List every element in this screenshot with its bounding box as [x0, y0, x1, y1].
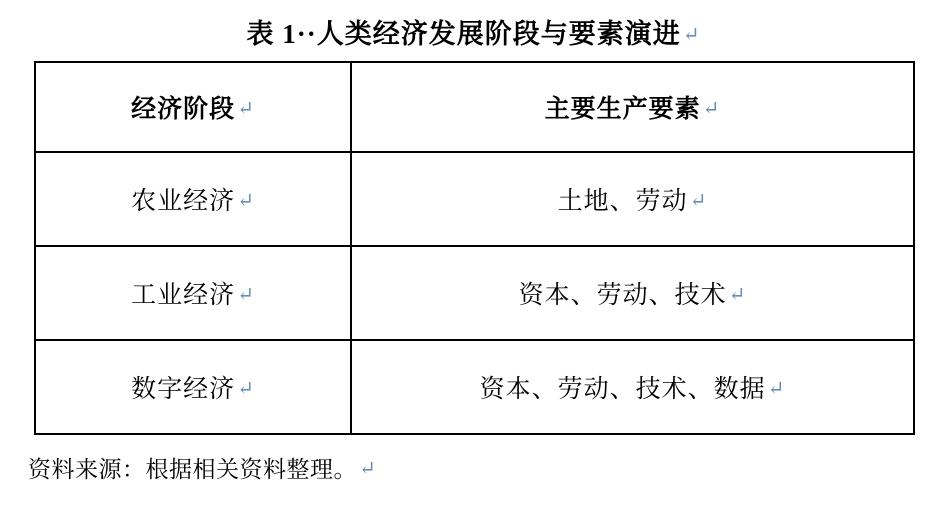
- table-cell-factors: [351, 246, 914, 340]
- pilcrow-mark: ↵: [237, 190, 255, 212]
- table-cell-stage-text: 工业经济: [131, 282, 236, 309]
- table-header-cell-factors: [351, 62, 914, 152]
- table-header-cell-stage: [35, 62, 351, 152]
- source-note: [28, 451, 947, 484]
- pilcrow-mark: ↵: [728, 284, 747, 306]
- table-row: [35, 152, 914, 246]
- pilcrow-mark: ↵: [237, 98, 255, 120]
- table-header-row: [35, 62, 914, 152]
- table-cell-stage: [35, 340, 351, 434]
- table-row: [35, 246, 914, 340]
- table-cell-factors-text: 土地、劳动: [557, 188, 688, 215]
- table-cell-stage: [35, 246, 351, 340]
- table-header-stage-text: 经济阶段: [131, 96, 236, 123]
- pilcrow-mark: ↵: [237, 284, 255, 306]
- table-cell-stage: [35, 152, 351, 246]
- economic-stages-table: [34, 61, 915, 435]
- pilcrow-mark: ↵: [702, 98, 721, 120]
- table-cell-factors: [351, 152, 914, 246]
- page-title-text: 表 1··人类经济发展阶段与要素演进: [246, 19, 681, 49]
- table-header-factors-text: 主要生产要素: [544, 96, 701, 123]
- table-row: [35, 340, 914, 434]
- pilcrow-mark: ↵: [767, 378, 786, 400]
- pilcrow-mark: ↵: [237, 378, 255, 400]
- table-cell-factors-text: 资本、劳动、技术、数据: [479, 376, 766, 403]
- table-cell-stage-text: 农业经济: [131, 188, 236, 215]
- pilcrow-mark-source: ↵: [359, 458, 377, 480]
- page-title: [0, 0, 947, 61]
- table-cell-factors-text: 资本、劳动、技术: [518, 282, 727, 309]
- pilcrow-mark-title: ↵: [682, 24, 701, 46]
- source-note-text: 资料来源：根据相关资料整理。: [28, 457, 357, 482]
- table-cell-stage-text: 数字经济: [131, 376, 236, 403]
- table-container: [34, 61, 913, 435]
- pilcrow-mark: ↵: [689, 190, 708, 212]
- table-cell-factors: [351, 340, 914, 434]
